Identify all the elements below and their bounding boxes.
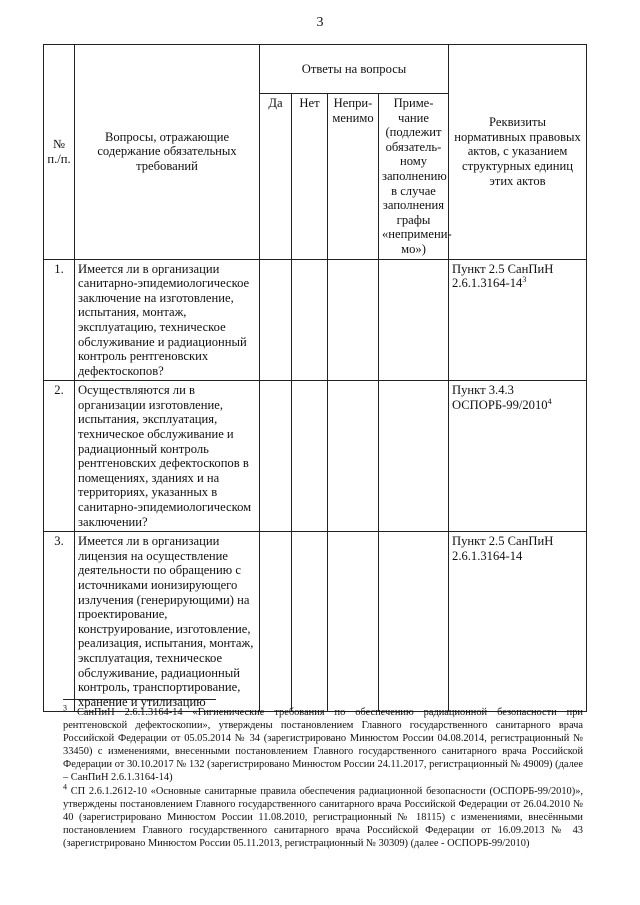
reference-text: Пункт 3.4.3 ОСПОРБ-99/2010 <box>452 383 548 412</box>
reference-text: Пункт 2.5 СанПиН 2.6.1.3164-14 <box>452 261 554 291</box>
header-yes: Да <box>260 94 292 260</box>
header-not-applicable: Непри-менимо <box>328 94 379 260</box>
footnote-text: СП 2.6.1.2612-10 «Основные санитарные правила обеспечения радиационной безопасности (ОСПОРБ-99/2010)», утверждены постановлением Главного государственного санитарного врача Российской Федерации от 26.04.2010 № 40 (зарегистрировано Минюстом России 11.08.2010, регистрационный № 18115) с изменениями, внесёнными постановлением Главного государственного санитарного врача Российской Федерации от 16.09.2013 № 43 (зарегистрировано Минюстом России 05.11.2013, регистрационный № 30309) (далее - ОСПОРБ-99/2010) <box>63 786 583 849</box>
answer-note-cell[interactable] <box>379 259 449 381</box>
row-reference <box>449 532 587 712</box>
row-question: Осуществляются ли в организации изготовление, испытания, эксплуатация, техническое обслуживание и радиационный контроль рентгеновских дефектоскопов в помещениях, зданиях и на территориях, указанных в санитарно-эпидемиологическом заключении? <box>75 381 260 532</box>
answer-na-cell[interactable] <box>328 381 379 532</box>
row-number: 2. <box>44 381 75 532</box>
reference-text: Пункт 2.5 СанПиН 2.6.1.3164-14 <box>452 534 554 563</box>
footnote-3 <box>63 703 583 784</box>
table-row <box>44 381 587 532</box>
header-answers: Ответы на вопросы <box>260 45 449 94</box>
footnote-text: СанПиН 2.6.1.3164-14 «Гигиенические требования по обеспечению радиационной безопасности при рентгеновской дефектоскопии», утверждены постановлением Главного государственного санитарного врача Российской Федерации от 05.05.2014 № 34 (зарегистрировано Минюстом России 04.08.2014, регистрационный № 33450) с изменениями, внесенными постановлением Главного государственного санитарного врача Российской Федерации от 30.10.2017 № 132 (зарегистрировано Минюстом России 24.11.2017, регистрационный № 49009) (далее – СанПиН 2.6.1.3164-14) <box>63 707 583 783</box>
table-row <box>44 259 587 381</box>
answer-note-cell[interactable] <box>379 381 449 532</box>
footnote-mark: 3 <box>63 703 67 713</box>
page-number: 3 <box>316 15 324 30</box>
row-question: Имеется ли в организации лицензия на осуществление деятельности по обращению с источниками ионизирующего излучения (генерирующими) на проектирование, конструирование, изготовление, реализация, испытания, монтаж, эксплуатация, техническое обслуживание, радиационный контроль, транспортирование, хранение и утилизацию <box>75 532 260 712</box>
footnote-separator <box>63 699 216 700</box>
header-requisites: Реквизиты нормативных правовых актов, с указанием структурных единиц этих актов <box>449 45 587 260</box>
header-questions: Вопросы, отражающие содержание обязательных требований <box>75 45 260 260</box>
answer-yes-cell[interactable] <box>260 381 292 532</box>
footnote-mark: 4 <box>63 782 67 792</box>
header-note: Приме-чание (подлежит обязатель-ному заполнению в случае заполнения графы «непримени-мо») <box>379 94 449 260</box>
header-number: № п./п. <box>44 45 75 260</box>
row-number: 1. <box>44 259 75 381</box>
answer-no-cell[interactable] <box>292 259 328 381</box>
header-no: Нет <box>292 94 328 260</box>
table-row <box>44 532 587 712</box>
checklist-table <box>43 44 587 712</box>
answer-na-cell[interactable] <box>328 259 379 381</box>
row-number: 3. <box>44 532 75 712</box>
answer-na-cell[interactable] <box>328 532 379 712</box>
answer-no-cell[interactable] <box>292 532 328 712</box>
answer-note-cell[interactable] <box>379 532 449 712</box>
footnote-ref: 3 <box>522 274 527 284</box>
answer-no-cell[interactable] <box>292 381 328 532</box>
footnote-4 <box>63 782 583 850</box>
row-question: Имеется ли в организации санитарно-эпидемиологическое заключение на изготовление, испытания, монтаж, эксплуатацию, техническое обслуживание и радиационный контроль рентгеновских дефектоскопов? <box>75 259 260 381</box>
row-reference <box>449 259 587 381</box>
row-reference <box>449 381 587 532</box>
answer-yes-cell[interactable] <box>260 532 292 712</box>
footnote-ref: 4 <box>547 396 552 406</box>
answer-yes-cell[interactable] <box>260 259 292 381</box>
